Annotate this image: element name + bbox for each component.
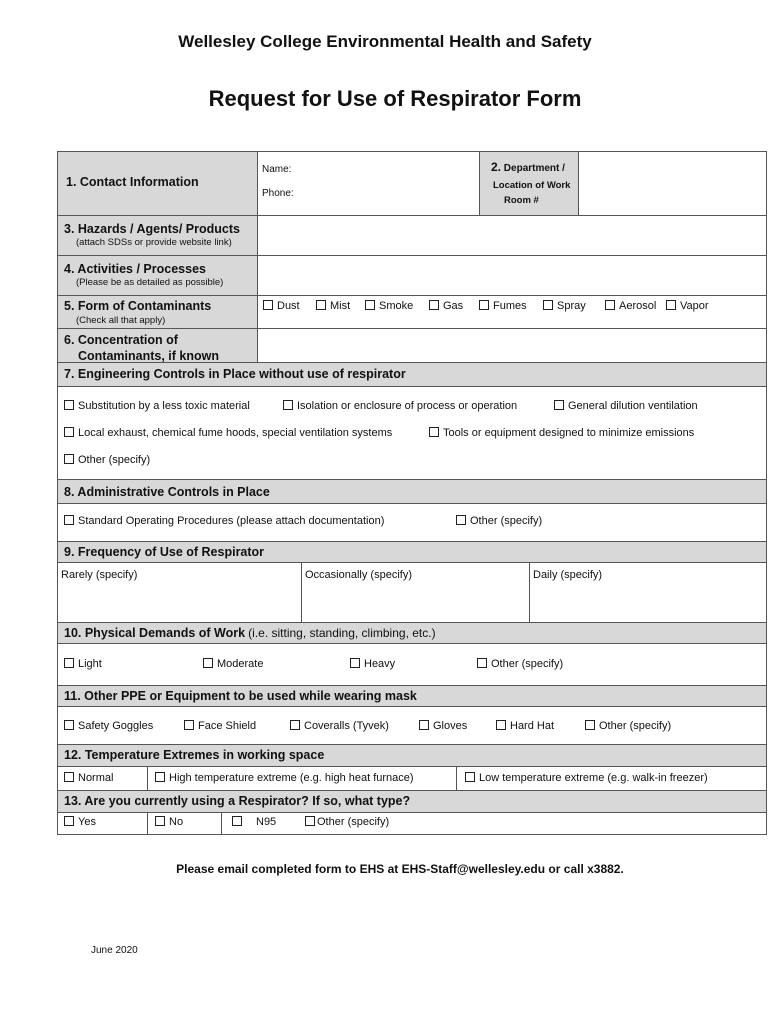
option-demands-other[interactable]: Other (specify) (477, 658, 563, 670)
option-yes[interactable]: Yes (64, 816, 96, 828)
option-respirator-other[interactable]: Other (specify) (305, 816, 389, 828)
option-engineering-other[interactable]: Other (specify) (64, 454, 150, 466)
department-label (491, 160, 565, 174)
checkbox[interactable] (64, 515, 74, 525)
checkbox[interactable] (155, 772, 165, 782)
option-smoke[interactable]: Smoke (365, 300, 413, 312)
checkbox[interactable] (554, 400, 564, 410)
checkbox[interactable] (290, 720, 300, 730)
concentration-input[interactable] (259, 329, 765, 361)
option-admin-other[interactable]: Other (specify) (456, 515, 542, 527)
option-dust[interactable]: Dust (263, 300, 300, 312)
option-coveralls[interactable]: Coveralls (Tyvek) (290, 720, 389, 732)
administrative-controls-heading: 8. Administrative Controls in Place (64, 485, 270, 499)
col-divider (479, 151, 480, 215)
current-respirator-heading: 13. Are you currently using a Respirator? If so, what type? (64, 794, 411, 808)
concentration-label-line2: Contaminants, if known (78, 349, 219, 363)
checkbox[interactable] (465, 772, 475, 782)
checkbox[interactable] (543, 300, 553, 310)
checkbox[interactable] (605, 300, 615, 310)
rule (57, 503, 767, 504)
option-sop[interactable]: Standard Operating Procedures (please attach documentation) (64, 515, 384, 527)
physical-demands-label: 10. Physical Demands of Work (64, 626, 246, 640)
checkbox[interactable] (64, 772, 74, 782)
checkbox[interactable] (155, 816, 165, 826)
option-heavy[interactable]: Heavy (350, 658, 395, 670)
contaminants-label: 5. Form of Contaminants (64, 299, 212, 313)
phone-field-label: Phone: (262, 188, 294, 199)
checkbox[interactable] (419, 720, 429, 730)
option-dilution-ventilation[interactable]: General dilution ventilation (554, 400, 698, 412)
frequency-daily[interactable]: Daily (specify) (533, 569, 603, 581)
checkbox[interactable] (585, 720, 595, 730)
checkbox[interactable] (477, 658, 487, 668)
concentration-label: 6. Concentration of (64, 333, 178, 347)
option-safety-goggles[interactable]: Safety Goggles (64, 720, 153, 732)
checkbox[interactable] (64, 454, 74, 464)
table-border-left (57, 151, 58, 835)
option-light[interactable]: Light (64, 658, 102, 670)
checkbox[interactable] (64, 400, 74, 410)
physical-demands-note: (i.e. sitting, standing, climbing, etc.) (248, 626, 436, 640)
checkbox[interactable] (350, 658, 360, 668)
checkbox[interactable] (496, 720, 506, 730)
rule (57, 562, 767, 563)
room-number-label: Room # (504, 195, 539, 206)
activities-label: 4. Activities / Processes (64, 262, 206, 276)
rule (57, 643, 767, 644)
rule (57, 295, 767, 296)
rule (57, 812, 767, 813)
option-tools-equipment[interactable]: Tools or equipment designed to minimize emissions (429, 427, 694, 439)
col-divider (578, 151, 579, 215)
option-gas[interactable]: Gas (429, 300, 463, 312)
checkbox[interactable] (232, 816, 242, 826)
rule (57, 790, 767, 791)
checkbox[interactable] (305, 816, 315, 826)
contact-info-label: 1. Contact Information (66, 175, 199, 189)
option-spray[interactable]: Spray (543, 300, 586, 312)
physical-demands-heading (64, 626, 436, 640)
rule (57, 479, 767, 480)
checkbox[interactable] (263, 300, 273, 310)
checkbox[interactable] (203, 658, 213, 668)
checkbox[interactable] (64, 816, 74, 826)
rule (57, 744, 767, 745)
organization-name: Wellesley College Environmental Health and Safety (178, 32, 592, 51)
table-border-right (766, 151, 767, 835)
email-instruction: Please email completed form to EHS at EHS-Staff@wellesley.edu or call x3882. (176, 862, 624, 876)
checkbox[interactable] (479, 300, 489, 310)
option-vapor[interactable]: Vapor (666, 300, 709, 312)
col-divider (456, 766, 457, 790)
contaminants-note: (Check all that apply) (76, 315, 166, 326)
frequency-rarely[interactable]: Rarely (specify) (61, 569, 138, 581)
checkbox[interactable] (429, 300, 439, 310)
form-title: Request for Use of Respirator Form (208, 86, 582, 111)
checkbox[interactable] (365, 300, 375, 310)
option-substitution[interactable]: Substitution by a less toxic material (64, 400, 250, 412)
contact-info-input[interactable] (262, 152, 476, 214)
hazards-input[interactable] (259, 216, 765, 254)
rule (57, 685, 767, 686)
col-divider (147, 766, 148, 790)
col-divider (257, 151, 258, 362)
option-isolation[interactable]: Isolation or enclosure of process or operation (283, 400, 517, 412)
hazards-label: 3. Hazards / Agents/ Products (64, 222, 240, 236)
rule (57, 766, 767, 767)
checkbox[interactable] (64, 720, 74, 730)
temperature-heading: 12. Temperature Extremes in working space (64, 748, 325, 762)
col-divider (301, 562, 302, 622)
checkbox[interactable] (64, 427, 74, 437)
checkbox[interactable] (64, 658, 74, 668)
checkbox[interactable] (316, 300, 326, 310)
checkbox[interactable] (429, 427, 439, 437)
ppe-heading: 11. Other PPE or Equipment to be used while wearing mask (64, 689, 417, 703)
rule (57, 386, 767, 387)
option-mist[interactable]: Mist (316, 300, 350, 312)
option-normal[interactable]: Normal (64, 772, 113, 784)
checkbox[interactable] (184, 720, 194, 730)
name-field-label: Name: (262, 164, 292, 175)
form-date: June 2020 (91, 945, 138, 956)
option-aerosol[interactable]: Aerosol (605, 300, 656, 312)
activities-input[interactable] (259, 256, 765, 294)
col-divider (529, 562, 530, 622)
department-text: Department / (503, 163, 565, 174)
option-high-temperature[interactable]: High temperature extreme (e.g. high heat furnace) (155, 772, 414, 784)
option-fumes[interactable]: Fumes (479, 300, 527, 312)
checkbox[interactable] (283, 400, 293, 410)
hazards-note: (attach SDSs or provide website link) (76, 237, 232, 248)
engineering-controls-heading: 7. Engineering Controls in Place without use of respirator (64, 367, 406, 381)
frequency-occasionally[interactable]: Occasionally (specify) (305, 569, 412, 581)
rule (57, 622, 767, 623)
table-border-bottom (57, 834, 767, 835)
rule (57, 706, 767, 707)
option-gloves[interactable]: Gloves (419, 720, 467, 732)
department-input[interactable] (580, 152, 764, 214)
option-no[interactable]: No (155, 816, 183, 828)
checkbox[interactable] (666, 300, 676, 310)
option-hard-hat[interactable]: Hard Hat (496, 720, 554, 732)
option-moderate[interactable]: Moderate (203, 658, 263, 670)
department-number: 2. (491, 160, 502, 174)
location-of-work-label: Location of Work (493, 180, 571, 191)
col-divider (147, 812, 148, 834)
option-ppe-other[interactable]: Other (specify) (585, 720, 671, 732)
rule (57, 541, 767, 542)
col-divider (221, 812, 222, 834)
option-face-shield[interactable]: Face Shield (184, 720, 256, 732)
option-low-temperature[interactable]: Low temperature extreme (e.g. walk-in freezer) (465, 772, 708, 784)
checkbox[interactable] (456, 515, 466, 525)
option-n95[interactable]: N95 (232, 816, 276, 828)
option-local-exhaust[interactable]: Local exhaust, chemical fume hoods, special ventilation systems (64, 427, 392, 439)
activities-note: (Please be as detailed as possible) (76, 277, 224, 288)
frequency-heading: 9. Frequency of Use of Respirator (64, 545, 265, 559)
